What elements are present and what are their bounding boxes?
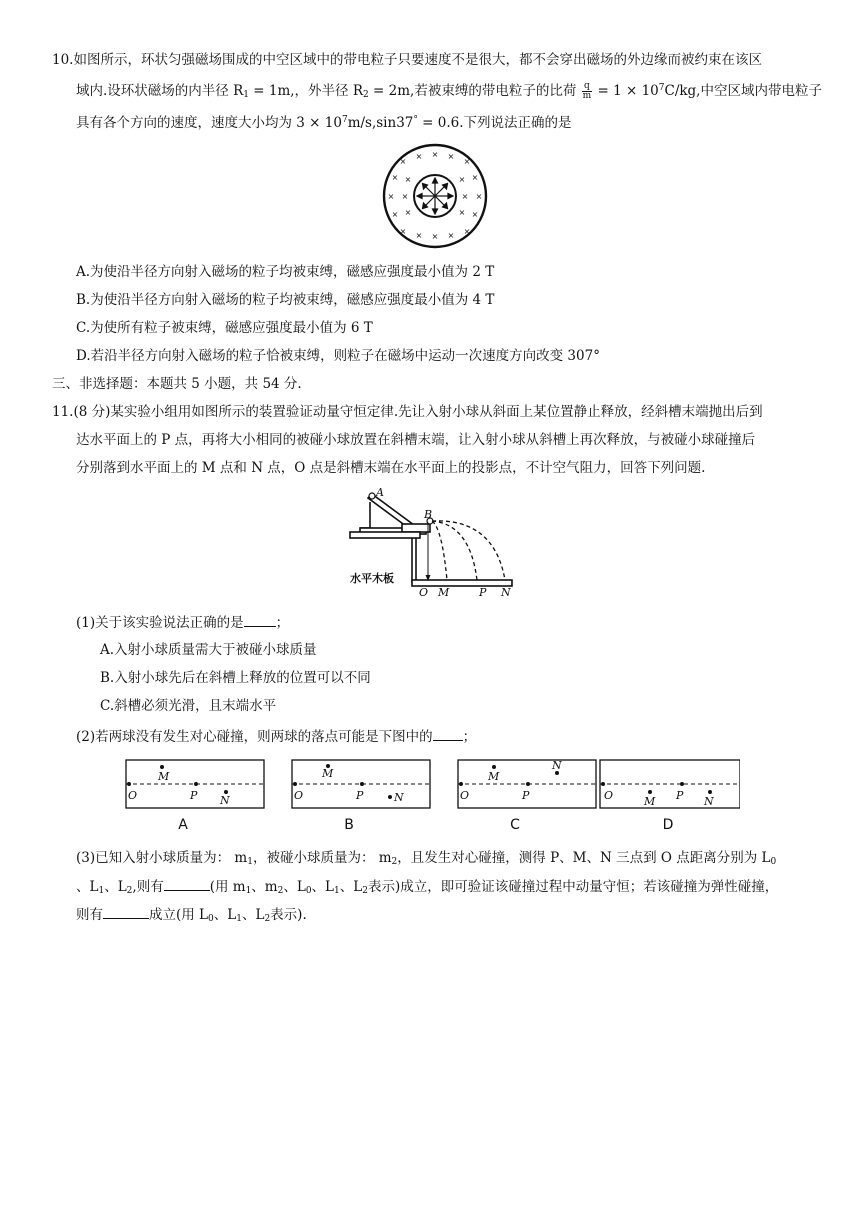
panel-d-title: D	[662, 817, 674, 833]
answer-blank-4[interactable]	[103, 904, 149, 919]
svg-text:×: ×	[391, 173, 399, 182]
landing-options-figure	[120, 756, 740, 836]
panel-a-title: A	[178, 817, 188, 833]
answer-blank-3[interactable]	[164, 876, 210, 891]
apparatus-label-a: A	[376, 488, 384, 499]
svg-text:×: ×	[463, 227, 471, 236]
svg-text:×: ×	[471, 210, 479, 219]
panel-a-label-m: M	[158, 770, 170, 783]
panel-a-label-o: O	[128, 789, 138, 802]
panel-d-label-p: P	[676, 789, 684, 802]
answer-blank-2[interactable]	[433, 726, 463, 741]
q10-stem-line-2: 域内.设环状磁场的内半径 $R_1 = 1m$,，外半径 $R_2 = 2m$,若被束缚的带电粒子的比荷 $\frac{q}{m}$ = $1 \times 10^7C/kg$,中空区域内带电粒子	[76, 81, 822, 101]
panel-c-label-m: M	[488, 770, 500, 783]
apparatus-label-p: P	[479, 586, 487, 598]
svg-text:×: ×	[415, 152, 423, 161]
panel-b-label-o: O	[294, 789, 304, 802]
q11-part3-line-1: (3)已知入射小球质量为： $m_1$，被碰小球质量为： $m_2$，且发生对心碰撞，测得 P、M、N 三点到 O 点距离分别为 $L_0$	[76, 850, 777, 867]
svg-text:×: ×	[415, 231, 423, 240]
apparatus-label-n: N	[501, 586, 511, 598]
svg-text:×: ×	[471, 173, 479, 182]
q11-part3-line-3: 则有 成立(用 $L_0$、$L_1$、$L_2$表示).	[76, 904, 307, 929]
svg-text:×: ×	[401, 192, 409, 201]
q10-option-d: D.若沿半径方向射入磁场的粒子恰被束缚，则粒子在磁场中运动一次速度方向改变 307°	[76, 348, 600, 364]
svg-text:×: ×	[458, 208, 466, 217]
apparatus-label-o: O	[419, 586, 429, 598]
svg-text:×: ×	[391, 210, 399, 219]
q11-part1: (1)关于该实验说法正确的是 ；	[76, 612, 289, 633]
q10-stem-line-1: 10.如图所示，环状匀强磁场围成的中空区域中的带电粒子只要速度不是很大，都不会穿出磁场的外边缘而被约束在该区	[52, 52, 762, 68]
apparatus-label-b: B	[424, 508, 433, 521]
q10-option-c: C.为使所有粒子被束缚，磁感应强度最小值为 6 T	[76, 320, 373, 336]
svg-text:×: ×	[475, 192, 483, 201]
panel-d-label-n: N	[704, 795, 714, 808]
q11-part1-option-c: C.斜槽必须光滑，且末端水平	[100, 698, 277, 714]
q11-stem-line-2: 达水平面上的 P 点，再将大小相同的被碰小球放置在斜槽末端，让入射小球从斜槽上再次释放，与被碰小球碰撞后	[76, 432, 756, 448]
svg-text:×: ×	[463, 157, 471, 166]
panel-b-label-m: M	[322, 767, 334, 780]
charge-mass-ratio: $\frac{q}{m}$	[582, 81, 592, 101]
answer-blank-1[interactable]	[244, 612, 276, 627]
panel-c-label-n: N	[552, 759, 562, 772]
apparatus-board-label: 水平木板	[350, 572, 394, 585]
panel-b-label-p: P	[356, 789, 364, 802]
svg-text:×: ×	[461, 192, 469, 201]
panel-c-label-p: P	[522, 789, 530, 802]
q11-stem-line-3: 分别落到水平面上的 M 点和 N 点，O 点是斜槽末端在水平面上的投影点，不计空气阻力，回答下列问题.	[76, 460, 706, 476]
svg-text:×: ×	[431, 150, 439, 159]
q11-part3-line-2: 、$L_1$、$L_2$,则有 (用 $m_1$、$m_2$、$L_0$、$L_1$、$L_2$表示)成立，即可验证该碰撞过程中动量守恒；若该碰撞为弹性碰撞，	[76, 876, 778, 901]
panel-a-label-n: N	[220, 794, 230, 807]
svg-text:×: ×	[447, 152, 455, 161]
svg-text:×: ×	[399, 227, 407, 236]
svg-text:×: ×	[447, 231, 455, 240]
q11-part1-option-b: B.入射小球先后在斜槽上释放的位置可以不同	[100, 670, 371, 686]
panel-d-label-o: O	[604, 789, 614, 802]
q10-option-b: B.为使沿半径方向射入磁场的粒子均被束缚，磁感应强度最小值为 4 T	[76, 292, 495, 308]
panel-c-title: C	[510, 817, 520, 833]
apparatus-label-m: M	[438, 586, 450, 598]
svg-text:×: ×	[387, 192, 395, 201]
svg-text:×: ×	[431, 232, 439, 241]
panel-b-title: B	[344, 817, 354, 833]
svg-text:×: ×	[458, 175, 466, 184]
q11-stem-line-1: 11.(8 分)某实验小组用如图所示的装置验证动量守恒定律.先让入射小球从斜面上某位置静止释放，经斜槽末端抛出后到	[52, 404, 763, 420]
q10-stem-line-3: 具有各个方向的速度，速度大小均为 $3 \times 10^7m/s,\sin 37^\circ = 0.6$.下列说法正确的是	[76, 115, 572, 131]
q10-option-a: A.为使沿半径方向射入磁场的粒子均被束缚，磁感应强度最小值为 2 T	[76, 264, 495, 280]
apparatus-figure	[346, 488, 516, 598]
svg-text:×: ×	[404, 208, 412, 217]
section-heading: 三、非选择题：本题共 5 小题，共 54 分.	[52, 376, 302, 392]
svg-text:×: ×	[399, 157, 407, 166]
q11-part2: (2)若两球没有发生对心碰撞，则两球的落点可能是下图中的 ；	[76, 726, 476, 747]
q11-part1-option-a: A.入射小球质量需大于被碰小球质量	[100, 642, 317, 658]
panel-d-label-m: M	[644, 795, 656, 808]
panel-c-label-o: O	[460, 789, 470, 802]
magnetic-ring-figure	[375, 142, 495, 250]
panel-a-label-p: P	[190, 789, 198, 802]
svg-text:×: ×	[404, 175, 412, 184]
panel-b-label-n: N	[394, 791, 404, 804]
